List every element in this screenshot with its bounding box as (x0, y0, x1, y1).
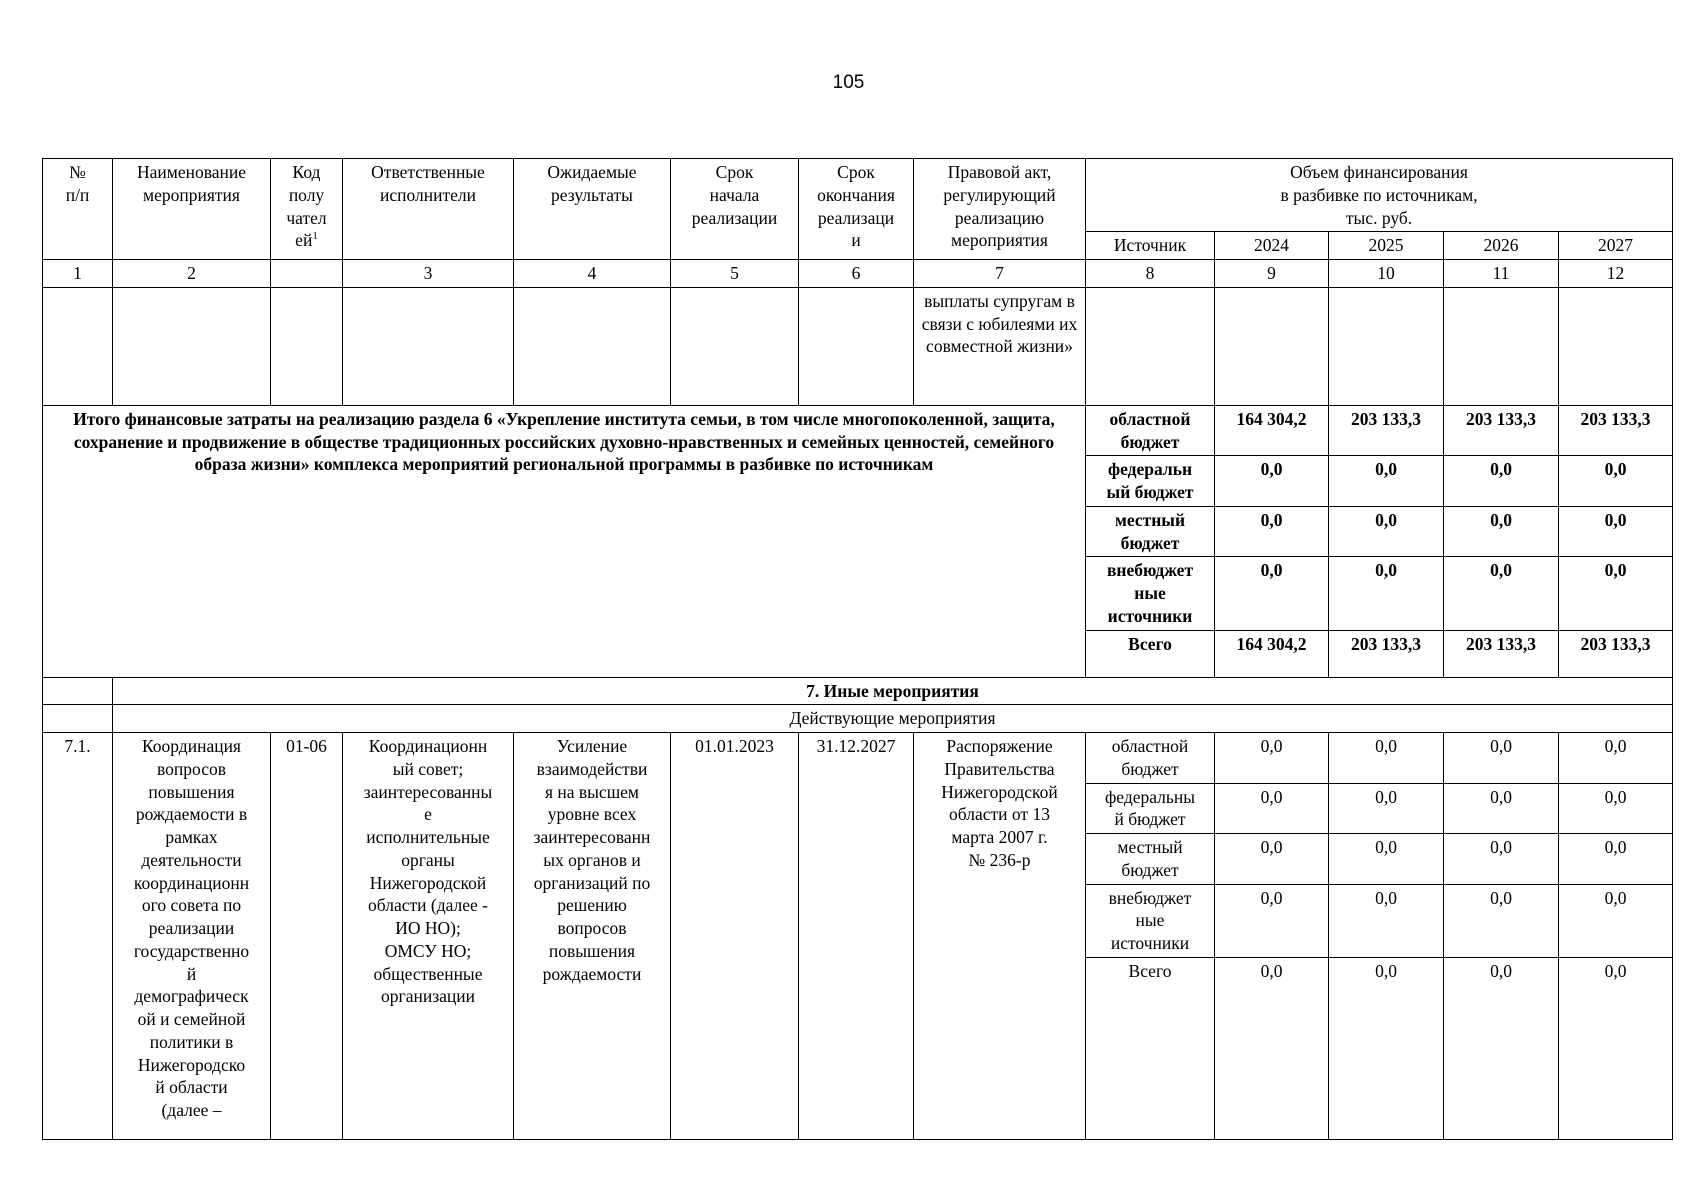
total-value: 203 133,3 (1444, 630, 1559, 677)
item-source: федеральны й бюджет (1086, 783, 1215, 834)
item-value: 0,0 (1329, 783, 1444, 834)
total-value: 0,0 (1559, 506, 1673, 557)
header-year: 2026 (1444, 232, 1559, 260)
header-start: Срок начала реализации (671, 159, 799, 260)
item-value: 0,0 (1444, 733, 1559, 784)
section-title: 7. Иные мероприятия (113, 677, 1673, 705)
item-number: 7.1. (43, 733, 113, 1140)
column-number-row (43, 260, 1673, 288)
item-value: 0,0 (1215, 884, 1329, 957)
continuation-text: выплаты супругам в связи с юбилеями их совместной жизни» (914, 287, 1086, 405)
total-value: 203 133,3 (1559, 630, 1673, 677)
column-number: 11 (1444, 260, 1559, 288)
item-value: 0,0 (1444, 834, 1559, 885)
total-value: 203 133,3 (1329, 405, 1444, 456)
column-number: 12 (1559, 260, 1673, 288)
subsection-title: Действующие мероприятия (113, 705, 1673, 733)
total-row (43, 405, 1673, 456)
item-results: Усиление взаимодействи я на высшем уровне всех заинтересованн ых органов и организаций по решению вопросов повышения рождаемости (514, 733, 671, 1140)
item-name: Координация вопросов повышения рождаемости в рамках деятельности координационн ого совета по реализации государственно й демографическ ой и семейной политики в Нижегородско й области (далее – (113, 733, 271, 1140)
total-value: 0,0 (1559, 456, 1673, 507)
column-number: 9 (1215, 260, 1329, 288)
total-value: 0,0 (1215, 506, 1329, 557)
column-number: 5 (671, 260, 799, 288)
total-value: 0,0 (1215, 456, 1329, 507)
program-table (42, 158, 1673, 1140)
header-funding: Объем финансирования в разбивке по источникам, тыс. руб. (1086, 159, 1673, 232)
item-value: 0,0 (1559, 834, 1673, 885)
header-year: 2024 (1215, 232, 1329, 260)
total-value: 164 304,2 (1215, 405, 1329, 456)
item-value: 0,0 (1444, 783, 1559, 834)
total-value: 0,0 (1444, 506, 1559, 557)
total-value: 0,0 (1329, 456, 1444, 507)
total-value: 203 133,3 (1559, 405, 1673, 456)
item-code: 01-06 (271, 733, 343, 1140)
item-value: 0,0 (1559, 884, 1673, 957)
column-number: 3 (343, 260, 514, 288)
total-value: 0,0 (1329, 557, 1444, 630)
item-act: Распоряжение Правительства Нижегородской области от 13 марта 2007 г. № 236-р (914, 733, 1086, 1140)
item-value: 0,0 (1444, 957, 1559, 1139)
item-value: 0,0 (1559, 957, 1673, 1139)
item-value: 0,0 (1559, 733, 1673, 784)
header-results: Ожидаемые результаты (514, 159, 671, 260)
header-source: Источник (1086, 232, 1215, 260)
column-number: 10 (1329, 260, 1444, 288)
total-value: 0,0 (1329, 506, 1444, 557)
item-value: 0,0 (1215, 957, 1329, 1139)
header-number: № п/п (43, 159, 113, 260)
item-value: 0,0 (1215, 834, 1329, 885)
total-source: федеральн ый бюджет (1086, 456, 1215, 507)
page-number: 105 (832, 72, 865, 93)
item-source: областной бюджет (1086, 733, 1215, 784)
column-number: 7 (914, 260, 1086, 288)
item-end: 31.12.2027 (799, 733, 914, 1140)
total-value: 0,0 (1559, 557, 1673, 630)
item-source: внебюджет ные источники (1086, 884, 1215, 957)
total-source: областной бюджет (1086, 405, 1215, 456)
header-year: 2027 (1559, 232, 1673, 260)
column-number: 1 (43, 260, 113, 288)
item-row (43, 733, 1673, 784)
item-value: 0,0 (1329, 834, 1444, 885)
header-row-1 (43, 159, 1673, 232)
total-value: 0,0 (1444, 456, 1559, 507)
column-number: 4 (514, 260, 671, 288)
total-value: 0,0 (1444, 557, 1559, 630)
item-value: 0,0 (1329, 733, 1444, 784)
header-year: 2025 (1329, 232, 1444, 260)
total-value: 203 133,3 (1329, 630, 1444, 677)
item-value: 0,0 (1559, 783, 1673, 834)
header-name: Наименование мероприятия (113, 159, 271, 260)
total-value: 203 133,3 (1444, 405, 1559, 456)
subsection-row (43, 705, 1673, 733)
column-number: 8 (1086, 260, 1215, 288)
item-value: 0,0 (1329, 884, 1444, 957)
item-source: Всего (1086, 957, 1215, 1139)
total-source: Всего (1086, 630, 1215, 677)
column-number: 6 (799, 260, 914, 288)
section-row (43, 677, 1673, 705)
total-value: 0,0 (1215, 557, 1329, 630)
header-responsible: Ответственные исполнители (343, 159, 514, 260)
total-source: местный бюджет (1086, 506, 1215, 557)
continuation-row (43, 287, 1673, 405)
header-code: Код полу чател $ей^1$ (271, 159, 343, 260)
item-value: 0,0 (1444, 884, 1559, 957)
item-responsible: Координационн ый совет; заинтересованны е исполнительные органы Нижегородской области (далее - ИО НО); ОМСУ НО; общественные организации (343, 733, 514, 1140)
column-number: 2 (113, 260, 271, 288)
column-number (271, 260, 343, 288)
total-value: 164 304,2 (1215, 630, 1329, 677)
header-act: Правовой акт, регулирующий реализацию мероприятия (914, 159, 1086, 260)
header-end: Срок окончания реализаци и (799, 159, 914, 260)
item-value: 0,0 (1329, 957, 1444, 1139)
item-value: 0,0 (1215, 783, 1329, 834)
item-start: 01.01.2023 (671, 733, 799, 1140)
total-label: Итого финансовые затраты на реализацию раздела 6 «Укрепление института семьи, в том числе многопоколенной, защита, сохранение и продвижение в обществе традиционных российских духовно-нравственных и семейных ценностей, семейного образа жизни» комплекса мероприятий региональной программы в разбивке по источникам (43, 405, 1086, 677)
item-source: местный бюджет (1086, 834, 1215, 885)
total-source: внебюджет ные источники (1086, 557, 1215, 630)
item-value: 0,0 (1215, 733, 1329, 784)
